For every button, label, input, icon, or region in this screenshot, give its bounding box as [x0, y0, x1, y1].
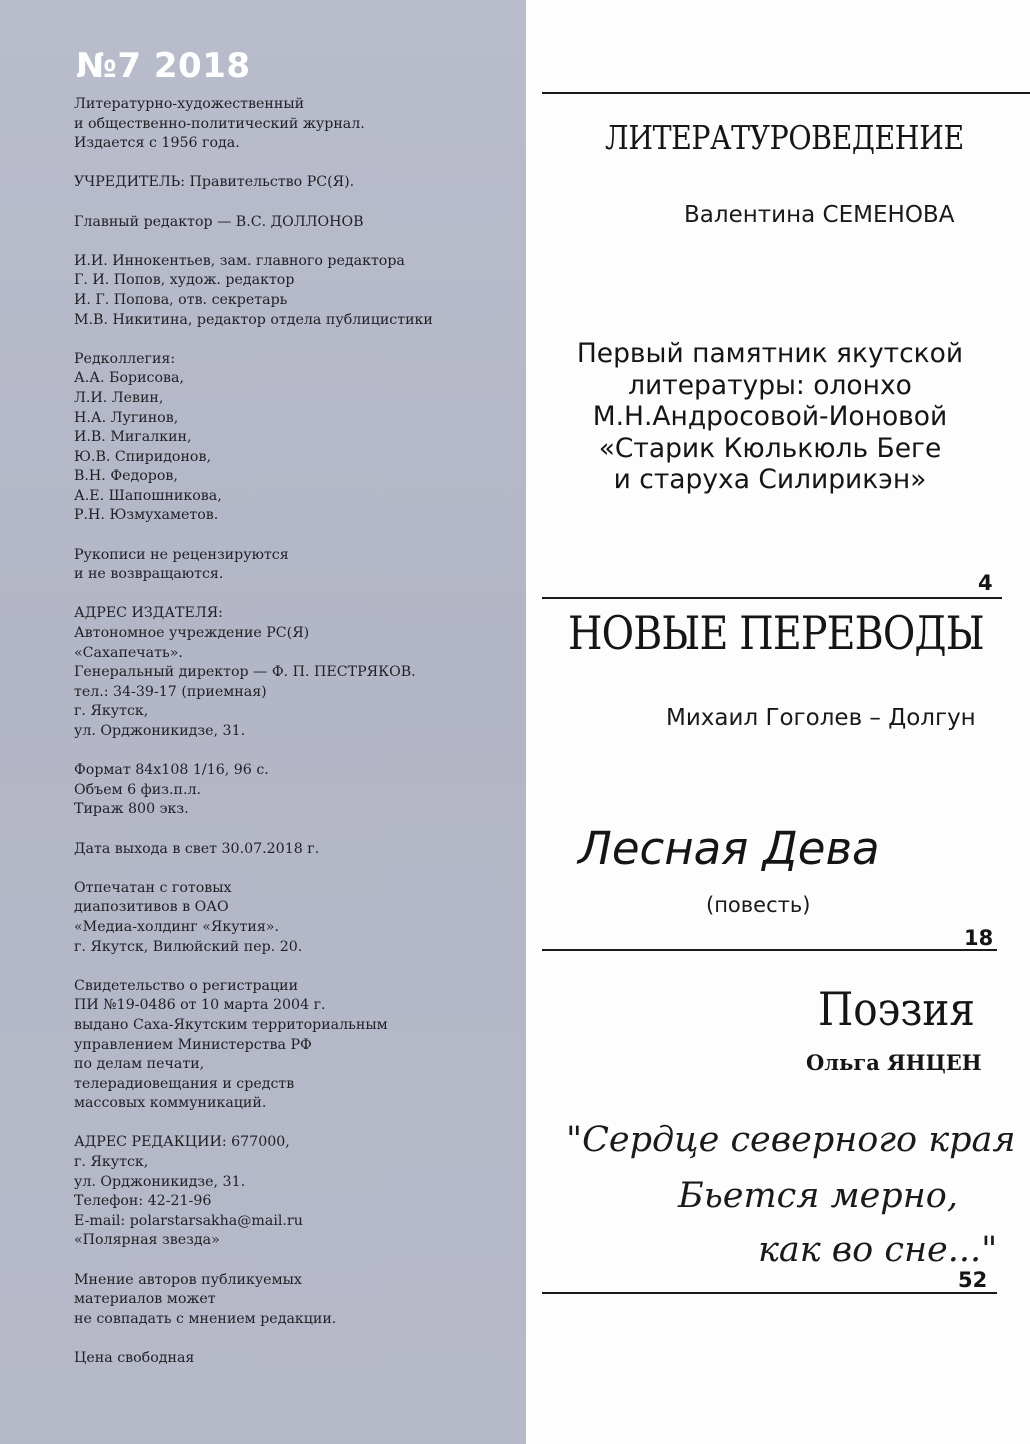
imprint-block — [74, 604, 514, 741]
imprint-line: телерадиовещания и средств — [74, 1075, 295, 1092]
section-rule — [542, 1292, 997, 1294]
imprint-line: Телефон: 42-21-96 — [74, 1193, 212, 1210]
article-subtitle: (повесть) — [706, 893, 811, 917]
imprint-block — [74, 1349, 514, 1369]
poem-quote-line: как во сне..." — [758, 1230, 998, 1270]
imprint-line: Р.Н. Юзмухаметов. — [74, 507, 219, 524]
imprint-line: «Медиа-холдинг «Якутия». — [74, 918, 279, 935]
section-rule — [542, 949, 997, 951]
imprint-line: г. Якутск, — [74, 703, 149, 720]
imprint-line: тел.: 34-39-17 (приемная) — [74, 683, 267, 700]
imprint-line: управлением Министерства РФ — [74, 1036, 312, 1053]
imprint-line: г. Якутск, Вилюйский пер. 20. — [74, 938, 303, 955]
imprint-line: E-mail: polarstarsakha@mail.ru — [74, 1212, 303, 1229]
imprint-line: ПИ №19-0486 от 10 марта 2004 г. — [74, 997, 326, 1014]
imprint-line: Литературно-художественный — [74, 96, 305, 112]
imprint-line: А.А. Борисова, — [74, 370, 184, 387]
imprint-line: «Сахапечать». — [74, 644, 183, 661]
imprint-line: Ю.В. Спиридонов, — [74, 448, 211, 465]
article-title: Первый памятник якутской литературы: олонхо М.Н.Андросовой-Ионовой «Старик Кюлькюль Беге и старуха Силирикэн» — [576, 338, 964, 495]
imprint-line: УЧРЕДИТЕЛЬ: Правительство РС(Я). — [74, 174, 355, 191]
section-rule — [542, 92, 1030, 94]
imprint-block — [74, 252, 514, 330]
imprint-line: Тираж 800 экз. — [74, 801, 189, 818]
imprint-line: Дата выхода в свет 30.07.2018 г. — [74, 840, 320, 857]
imprint-line: Отпечатан с готовых — [74, 879, 232, 896]
imprint-line: г. Якутск, — [74, 1154, 149, 1171]
imprint-block — [74, 173, 514, 193]
imprint-line: Свидетельство о регистрации — [74, 977, 299, 994]
imprint-block — [74, 350, 514, 526]
imprint-line: И. Г. Попова, отв. секретарь — [74, 291, 288, 308]
imprint-line: Цена свободная — [74, 1350, 195, 1366]
imprint-line: не совпадать с мнением редакции. — [74, 1310, 337, 1327]
imprint-line: А.Е. Шапошникова, — [74, 487, 222, 504]
imprint-line: Рукописи не рецензируются — [74, 546, 289, 563]
imprint-block — [74, 879, 514, 957]
poem-quote-line: Бьется мерно, — [678, 1176, 958, 1216]
imprint-line: В.Н. Федоров, — [74, 468, 178, 485]
imprint-line: и общественно-политический журнал. — [74, 115, 365, 132]
imprint-line: Редколлегия: — [74, 350, 176, 367]
imprint-line: Генеральный директор — Ф. П. ПЕСТРЯКОВ. — [74, 664, 416, 681]
imprint-block — [74, 1133, 514, 1251]
imprint-block — [74, 546, 514, 585]
imprint-block — [74, 213, 514, 233]
poem-quote-line: "Сердце северного края — [566, 1120, 1016, 1160]
section-title-literary-studies: ЛИТЕРАТУРОВЕДЕНИЕ — [605, 118, 964, 157]
imprint-line: АДРЕС РЕДАКЦИИ: 677000, — [74, 1134, 290, 1151]
imprint-line: Автономное учреждение РС(Я) — [74, 625, 310, 642]
imprint-line: Издается с 1956 года. — [74, 135, 240, 152]
imprint-line: диапозитивов в ОАО — [74, 899, 229, 916]
imprint-line: Объем 6 физ.п.л. — [74, 781, 201, 798]
imprint-block — [74, 840, 514, 860]
imprint-line: выдано Саха-Якутским территориальным — [74, 1016, 388, 1033]
article-author: Михаил Гоголев – Долгун — [666, 705, 976, 731]
imprint-block — [74, 95, 514, 154]
imprint-line: И.В. Мигалкин, — [74, 429, 192, 446]
imprint-text — [74, 95, 514, 1388]
imprint-line: ул. Орджоникидзе, 31. — [74, 723, 246, 739]
article-title: Лесная Дева — [578, 822, 880, 875]
imprint-line: ул. Орджоникидзе, 31. — [74, 1173, 246, 1190]
imprint-line: Н.А. Лугинов, — [74, 409, 179, 426]
imprint-block — [74, 761, 514, 820]
imprint-line: и не возвращаются. — [74, 566, 224, 583]
imprint-line: Главный редактор — В.С. ДОЛЛОНОВ — [74, 213, 364, 230]
issue-number: №7 2018 — [76, 46, 251, 86]
page-number: 18 — [964, 926, 994, 950]
imprint-line: Формат 84х108 1/16, 96 с. — [74, 762, 269, 779]
imprint-line: Л.И. Левин, — [74, 389, 164, 406]
imprint-line: по делам печати, — [74, 1056, 205, 1073]
article-author: Ольга ЯНЦЕН — [806, 1050, 982, 1075]
imprint-line: Мнение авторов публикуемых — [74, 1271, 302, 1288]
imprint-block — [74, 977, 514, 1114]
imprint-line: материалов может — [74, 1291, 216, 1308]
imprint-line: М.В. Никитина, редактор отдела публицистики — [74, 311, 433, 328]
imprint-line: АДРЕС ИЗДАТЕЛЯ: — [74, 605, 223, 622]
section-title-new-translations: НОВЫЕ ПЕРЕВОДЫ — [568, 606, 984, 660]
article-author: Валентина СЕМЕНОВА — [684, 202, 955, 228]
imprint-line: И.И. Иннокентьев, зам. главного редактора — [74, 252, 405, 269]
section-rule — [542, 597, 1002, 599]
imprint-line: Г. И. Попов, худож. редактор — [74, 272, 295, 289]
page-number: 52 — [958, 1268, 988, 1292]
section-title-poetry: Поэзия — [818, 982, 975, 1036]
imprint-block — [74, 1271, 514, 1330]
imprint-line: массовых коммуникаций. — [74, 1095, 267, 1112]
page-number: 4 — [978, 571, 993, 595]
imprint-line: «Полярная звезда» — [74, 1232, 220, 1249]
